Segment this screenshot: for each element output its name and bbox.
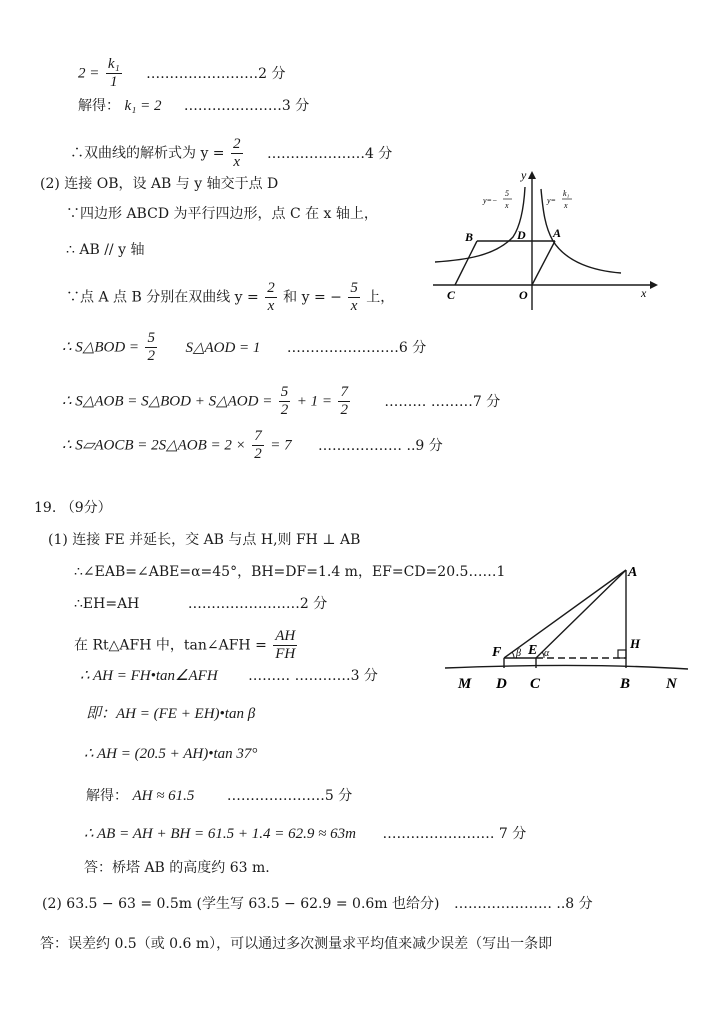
area-aob-plus: + 1 = [296, 393, 332, 410]
solve-label: 解得： [78, 98, 120, 114]
point-d-fig2: D [496, 676, 507, 692]
k1-value: k₁ = 2 [124, 98, 162, 114]
eh-ah-text: ∴EH=AH [74, 596, 140, 612]
q19-line-8 [86, 786, 352, 806]
line-ab-parallel: ∴ AB // y 轴 [66, 242, 145, 258]
q19-line-2: ∴∠EAB=∠ABE=α=45°，BH=DF=1.4 m，EF=CD=20.5……1 [74, 564, 506, 580]
curve-left-prefix: y=− [483, 196, 498, 205]
curves-text-c: 上， [366, 289, 395, 306]
k1-lhs: 2 = [78, 65, 100, 82]
line-area-parallelogram [62, 428, 443, 463]
sight-line-fa [504, 570, 626, 658]
ab-value-text: ∴ AB = AH + BH = 61.5 + 1.4 = 62.9 ≈ 63m [84, 826, 356, 842]
score-mark-q19-8: ………………… ..8 分 [453, 896, 593, 912]
q19-line-3 [74, 594, 327, 614]
curves-text-b: 和 y = − [283, 289, 342, 306]
angle-beta-arc [512, 652, 514, 658]
point-a: A [553, 226, 562, 240]
curve-right-den: x [564, 201, 568, 210]
line-areas-bod-aod [62, 330, 426, 365]
q19-line-1: (1) 连接 FE 并延长，交 AB 与点 H,则 FH ⊥ AB [48, 532, 361, 548]
solve-label-q19: 解得： [86, 788, 128, 804]
area-bod-fraction: $\frac{5}{2}$ [147, 330, 155, 364]
line-solve-k1 [78, 96, 309, 116]
line-k1-eq [78, 56, 286, 91]
area-bod: ∴ S△BOD = [62, 339, 140, 356]
score-mark-q19-3: ……… …………3 分 [248, 668, 378, 684]
area-aocb-text: ∴ S▱AOCB = 2S△AOB = 2 × [62, 437, 246, 454]
line-parallelogram: ∵四边形 ABCD 为平行四边形，点 C 在 x 轴上， [66, 206, 378, 222]
score-mark-q19-7: …………………… 7 分 [382, 826, 527, 842]
q19-header: 19. （9分） [34, 500, 112, 516]
q19-line-9 [84, 824, 526, 844]
q19-line-11 [42, 894, 593, 914]
point-d: D [517, 228, 526, 242]
area-aob-fraction-1: $\frac{5}{2}$ [280, 384, 289, 418]
area-aob-fraction-2: $\frac{7}{2}$ [340, 384, 348, 418]
point-e: E [528, 643, 538, 658]
x-axis-arrow [650, 281, 658, 289]
q19-line-12: 答：误差约 0.5（或 0.6 m），可以通过多次测量求平均值来减少误差（写出一条即 [40, 936, 553, 952]
q19-line-4 [74, 628, 299, 663]
area-aob-text: ∴ S△AOB = S△BOD + S△AOD = [62, 393, 273, 410]
segment-cb [455, 241, 477, 285]
angle-alpha-label: α [544, 648, 550, 659]
curve-left-num: 5 [505, 189, 509, 198]
score-mark-q19-5: …………………5 分 [226, 788, 353, 804]
curves-fraction-1: $\frac{2}{x}$ [267, 280, 275, 314]
area-aocb-fraction: $\frac{7}{2}$ [254, 428, 262, 462]
point-h: H [630, 636, 641, 651]
q19-line-10: 答：桥塔 AB 的高度约 63 m. [84, 860, 270, 876]
point-o: O [519, 288, 528, 302]
area-aod: S△AOD = 1 [185, 339, 261, 356]
score-mark-4: …………………4 分 [266, 145, 393, 162]
curve-right-prefix: y= [547, 196, 556, 205]
line-area-aob [62, 384, 500, 419]
score-mark-q19-2: ……………………2 分 [187, 596, 328, 612]
line-part2-intro: (2) 连接 OB，设 AB 与 y 轴交于点 D [40, 176, 279, 192]
point-b-fig2: B [620, 676, 631, 692]
score-mark-3: …………………3 分 [183, 98, 310, 114]
tan-afh-fraction: $\frac{AH}{FH}$ [275, 628, 296, 662]
point-a-fig2: A [628, 565, 638, 580]
area-aocb-result: = 7 [270, 437, 292, 454]
line-points-on-curves [66, 280, 394, 315]
score-mark-6: ……………………6 分 [286, 339, 427, 356]
left-hyperbola-branch [435, 187, 525, 262]
angle-beta-label: β [516, 648, 521, 659]
point-m: M [458, 676, 472, 692]
curves-fraction-2: $\frac{5}{x}$ [350, 280, 358, 314]
q19-line-6: 即：AH = (FE + EH)•tan β [86, 706, 256, 722]
score-mark-2: ……………………2 分 [146, 65, 286, 82]
score-mark-7: ……… ………7 分 [384, 393, 501, 410]
ah-fh-text: ∴ AH = FH•tan∠AFH [80, 668, 218, 684]
score-mark-9: ……………… ..9 分 [318, 437, 443, 454]
point-b: B [465, 230, 474, 244]
hyperbola-text: ∴双曲线的解析式为 y = [70, 145, 225, 162]
axis-x-label: x [641, 286, 647, 300]
bridge-tower-figure [440, 556, 690, 696]
ground-line [445, 666, 688, 670]
y-axis-arrow [528, 171, 536, 179]
error-calc-text: (2) 63.5 − 63 = 0.5m (学生写 63.5 − 62.9 = 0.6m 也给分) [42, 896, 440, 912]
point-f: F [492, 645, 502, 660]
tan-afh-text: 在 Rt△AFH 中，tan∠AFH = [74, 637, 267, 654]
curves-text-a: ∵点 A 点 B 分别在双曲线 y = [66, 289, 259, 306]
q19-line-5 [80, 666, 378, 686]
curve-left-den: x [505, 201, 509, 210]
point-n: N [666, 676, 677, 692]
line-hyperbola [70, 136, 392, 171]
right-angle-mark [618, 650, 626, 658]
curve-right-num: k₁ [563, 189, 570, 198]
sight-line-ea [536, 570, 626, 658]
ah-value: AH ≈ 61.5 [132, 788, 195, 804]
point-c: C [447, 288, 456, 302]
k1-fraction: $\frac{\text{k₁}}{1}$ [107, 56, 120, 90]
point-c-fig2: C [530, 676, 541, 692]
q19-line-7: ∴ AH = (20.5 + AH)•tan 37° [84, 746, 258, 762]
segment-oa [532, 241, 555, 285]
axis-y-label: y [521, 168, 527, 182]
hyperbola-fraction: $\frac{2}{x}$ [233, 136, 241, 170]
hyperbola-parallelogram-figure [425, 165, 665, 315]
